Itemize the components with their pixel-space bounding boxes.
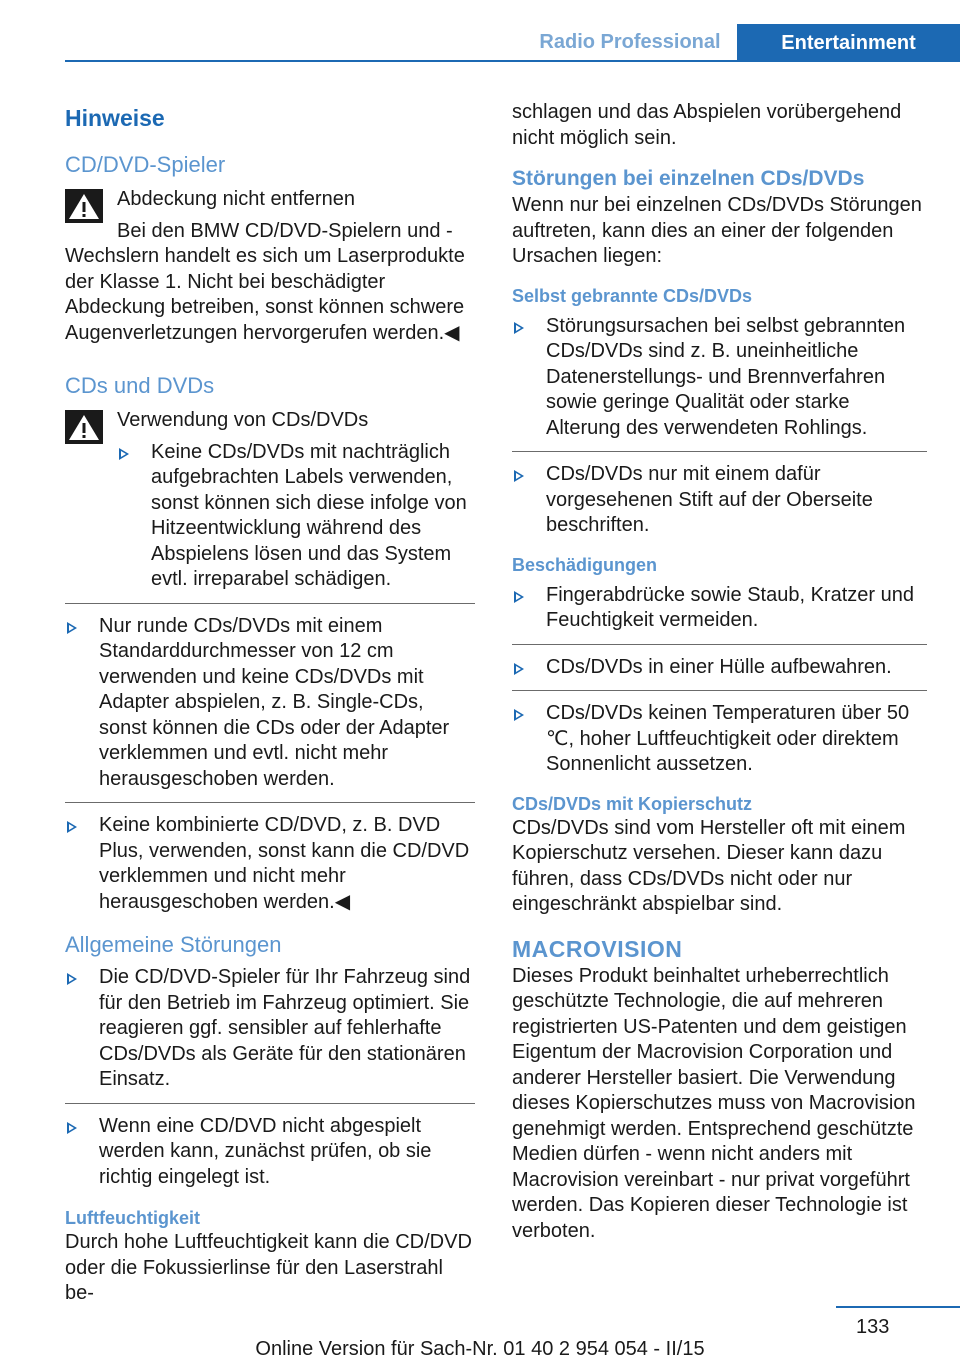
heading-cd-spieler: CD/DVD-Spieler	[65, 152, 226, 177]
online-version-footer: Online Version für Sach-Nr. 01 40 2 954 054 - II/15	[255, 1338, 705, 1360]
divider	[512, 644, 927, 645]
warning-block-1	[65, 187, 475, 346]
list-item: CDs/DVDs nur mit einem dafür vorgesehenen Stift auf der Oberseite beschriften.	[512, 462, 927, 539]
divider	[65, 1103, 475, 1104]
page-number-rule	[836, 1306, 960, 1308]
stoerungen-text: Wenn nur bei einzelnen CDs/DVDs Störungen auftreten, kann dies an einer der folgenden Ursachen liegen:	[512, 194, 922, 267]
divider	[65, 603, 475, 604]
heading-allgemeine-stoerungen: Allgemeine Störungen	[65, 932, 282, 957]
warning-title-2: Verwendung von CDs/DVDs	[117, 409, 369, 431]
warning-icon	[65, 410, 103, 444]
list-item: Die CD/DVD-Spieler für Ihr Fahrzeug sind für den Betrieb im Fahrzeug optimiert. Sie reagieren ggf. sensibler auf fehlerhafte CDs/DVDs als Geräte für den stationären Einsatz.	[65, 965, 475, 1093]
list-item: Keine CDs/DVDs mit nachträglich aufgebrachten Labels verwenden, sonst können sich diese infolge von Hitzeentwicklung während des Abspielens lösen und das System evtl. irreparabel schädigen.	[117, 440, 475, 593]
divider	[512, 451, 927, 452]
warning-icon	[65, 189, 103, 223]
heading-hinweise: Hinweise	[65, 105, 165, 131]
bullet-triangle-icon	[514, 591, 524, 603]
heading-macrovision: MACROVISION	[512, 935, 683, 962]
divider	[65, 802, 475, 803]
heading-beschaedigungen: Beschädigungen	[512, 554, 658, 575]
bullet-triangle-icon	[514, 322, 524, 334]
heading-kopierschutz: CDs/DVDs mit Kopierschutz	[512, 793, 753, 814]
heading-luftfeuchtigkeit: Luftfeuchtigkeit	[65, 1208, 200, 1228]
heading-stoerungen-einzelne: Störungen bei einzelnen CDs/DVDs	[512, 167, 865, 190]
luftfeuchtigkeit-text: Durch hohe Luftfeuchtigkeit kann die CD/DVD oder die Fokussierlinse für den Laserstrahl be-	[65, 1231, 472, 1304]
list-item: CDs/DVDs keinen Temperaturen über 50 ℃, hoher Luftfeuchtigkeit oder direktem Sonnenlicht aussetzen.	[512, 701, 927, 778]
tab-entertainment: Entertainment	[737, 24, 960, 62]
bullet-triangle-icon	[514, 709, 524, 721]
list-item: CDs/DVDs in einer Hülle aufbewahren.	[512, 655, 927, 681]
bullet-triangle-icon	[67, 973, 77, 985]
warning-title-1: Abdeckung nicht entfernen	[117, 188, 355, 210]
bullet-triangle-icon	[67, 622, 77, 634]
page-number: 133	[856, 1316, 890, 1338]
left-column	[65, 100, 475, 1307]
warning-block-2	[65, 408, 475, 593]
macrovision-text: Dieses Produkt beinhaltet urheberrechtlich geschützte Technologie, die auf mehreren registrierten US-Patenten und dem geistigen Eigentum der Macrovision Corporation und anderer Hersteller basiert. Die Verwendung dieses Kopierschutzes muss von Macrovision genehmigt werden. Entsprechend geschützte Medien dürfen - wenn nicht anders mit Macrovision vereinbart - nur privat vorgeführt werden. Das Kopieren dieser Technologie ist verboten.	[512, 964, 916, 1242]
bullet-triangle-icon	[119, 448, 129, 460]
divider	[512, 690, 927, 691]
bullet-triangle-icon	[514, 470, 524, 482]
tab-radio-professional: Radio Professional	[539, 31, 721, 53]
list-item: Fingerabdrücke sowie Staub, Kratzer und Feuchtigkeit vermeiden.	[512, 583, 927, 634]
list-item: Keine kombinierte CD/DVD, z. B. DVD Plus, verwenden, sonst kann die CD/DVD verklemmen und nicht mehr herausgeschoben werden.◀	[65, 813, 475, 915]
warning-body-1: Bei den BMW CD/DVD-Spielern und -Wechslern handelt es sich um Laserprodukte der Klasse 1. Nicht bei beschädigter Abdeckung betreiben, sonst können schwere Augenverletzungen hervorgerufen werden.◀	[65, 219, 465, 344]
bullet-triangle-icon	[67, 821, 77, 833]
right-column	[512, 100, 927, 1244]
list-item: Störungsursachen bei selbst gebrannten CDs/DVDs sind z. B. uneinheitliche Datenerstellungs- und Brennverfahren sowie geringe Qualität oder starke Alterung des verwendeten Rohlings.	[512, 314, 927, 442]
bullet-triangle-icon	[514, 663, 524, 675]
continued-text: schlagen und das Abspielen vorübergehend nicht möglich sein.	[512, 101, 902, 149]
bullet-triangle-icon	[67, 1122, 77, 1134]
list-item: Wenn eine CD/DVD nicht abgespielt werden kann, zunächst prüfen, ob sie richtig eingelegt ist.	[65, 1114, 475, 1191]
heading-selbst-gebrannt: Selbst gebrannte CDs/DVDs	[512, 285, 753, 306]
list-item: Nur runde CDs/DVDs mit einem Standarddurchmesser von 12 cm verwenden und keine CDs/DVDs mit Adapter abspielen, z. B. Single-CDs, sonst können die CDs oder der Adapter verklemmen und evtl. nicht mehr herausgeschoben werden.	[65, 614, 475, 793]
header-rule	[65, 60, 960, 62]
heading-cds-dvds: CDs und DVDs	[65, 373, 215, 398]
kopierschutz-text: CDs/DVDs sind vom Hersteller oft mit einem Kopierschutz versehen. Dieser kann dazu führen, dass CDs/DVDs nicht oder nur eingeschränkt abspielbar sind.	[512, 816, 906, 915]
